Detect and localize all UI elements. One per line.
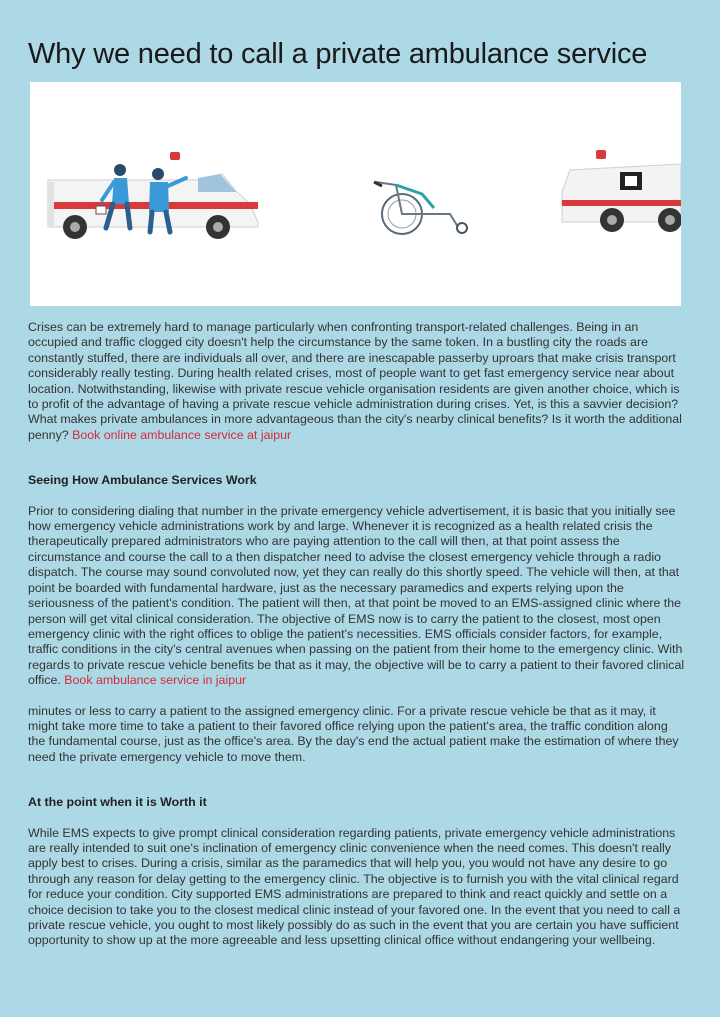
how-it-works-paragraph (28, 504, 688, 689)
intro-paragraph (28, 320, 688, 443)
ambulance-illustration (30, 82, 681, 306)
book-online-ambulance-link[interactable]: Book online ambulance service at jaipur (72, 427, 292, 442)
section-heading-worth-it: At the point when it is Worth it (28, 795, 207, 810)
worth-it-paragraph: While EMS expects to give prompt clinical consideration regarding patients, private emergency vehicle administrations are really intended to suit one's inclination of emergency clinic convenience when the need comes. This doesn't really apply best to crises. During a crisis, similar as the paramedics that will help you, you would not have any desire to go through any reason for delay getting to the emergency clinic. The objective is to furnish you with the vital clinical regard for reduce your condition. City supported EMS administrations are prepared to think and react quickly and settle on a choice decision to take you to the closest medical clinic instead of your favored one. In the event that you need to call a private rescue vehicle, you ought to most likely possibly do as such in the event that you are certain you have sufficient opportunity to show up at the more agreeable and less upsetting clinical office without endangering your wellbeing. (28, 825, 681, 948)
section-heading-how-it-works: Seeing How Ambulance Services Work (28, 473, 257, 488)
ambulance-left-icon (48, 152, 258, 239)
article-body (28, 320, 688, 949)
page-title: Why we need to call a private ambulance service (28, 38, 648, 70)
hero-image (30, 82, 681, 306)
book-ambulance-service-link[interactable]: Book ambulance service in jaipur (64, 673, 247, 688)
intro-text: Crises can be extremely hard to manage particularly when confronting transport-related challenges. Being in an occupied and traffic clogged city doesn't help the circumstance by the same token. In a bustling city the roads are constantly stuffed, there are individuals all over, and there are inescapable passerby uproars that make crisis transport considerably really testing. During health related crises, most of people want to get fast emergency service near about location. Notwithstanding, likewise with private rescue vehicle organisation residents are given another choice, which is to profit of the advantage of having a private rescue vehicle administration during crises. Yet, is this a savvier decision? What makes private ambulances in more advantageous than the city's nearby clinical benefits? Is it worth the additional penny? (28, 320, 682, 442)
how-it-works-text: Prior to considering dialing that number in the private emergency vehicle advertisement, it is basic that you initially see how emergency vehicle administrations work by and large. Whenever it is recognized as a health related crisis the therapeutically prepared administrators who are paying attention to the call will then, at that point assess the circumstance and course the call to a then dispatcher need to advise the closest emergency vehicle through a radio dispatch. The course may sound convoluted now, yet they can really do this shortly speed. The vehicle will then, at that point be boarded with fundamental hardware, just as the necessary paramedics and experts relying upon the seriousness of the patient's condition. The patient will then, at that point be moved to an EMS-assigned clinic where the person will get vital clinical consideration. The objective of EMS now is to carry the patient to the closest, most open emergency clinic with the right offices to oblige the patient's necessities. EMS officials consider factors, for example, traffic conditions in the city's central avenues when passing on the patient from their home to the emergency clinic. With regards to private rescue vehicle benefits be that as it may, the objective will be to carry a patient to their favored clinical office. (28, 503, 685, 688)
wheelchair-icon (374, 182, 467, 234)
ambulance-right-icon (562, 150, 681, 232)
how-it-works-paragraph-2: minutes or less to carry a patient to the assigned emergency clinic. For a private rescue vehicle be that as it may, it might take more time to take a patient to their favored office relying upon the patient's area, the traffic condition along the fundamental course, just as the office's area. By the day's end the actual patient make the estimation of where they need the private emergency vehicle to move them. (28, 703, 679, 764)
